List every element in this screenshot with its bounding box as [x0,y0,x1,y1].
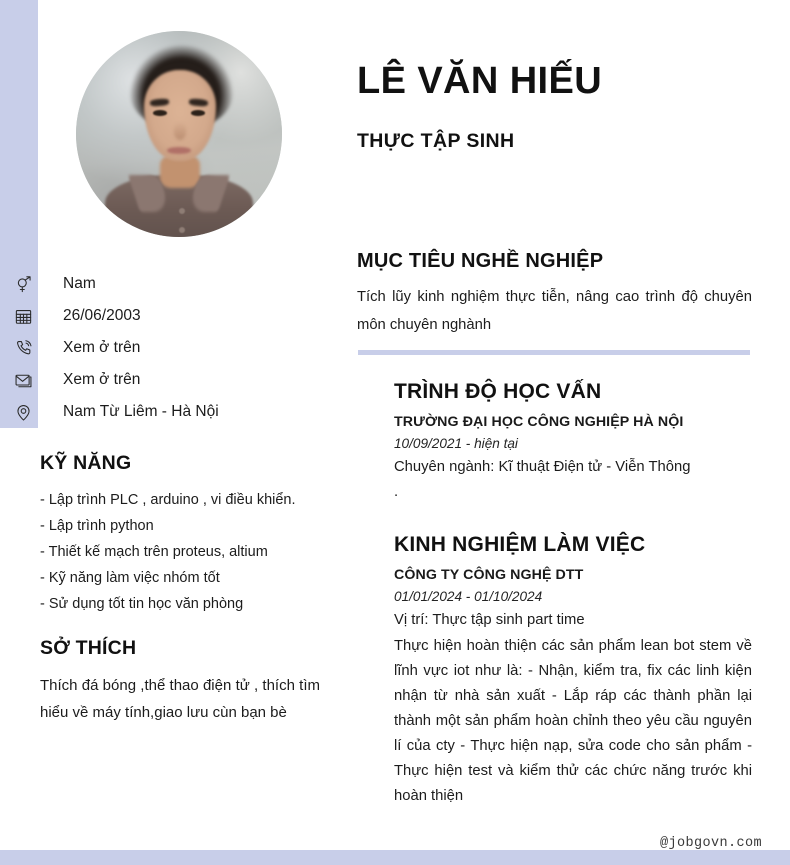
profile-photo [76,31,282,237]
gender-icon [8,272,38,296]
education-note: . [394,484,399,501]
skills-list [40,487,340,617]
education-major: Chuyên ngành: Kĩ thuật Điện tử - Viễn Thông [394,459,691,476]
objective-section-title: MỤC TIÊU NGHỀ NGHIỆP [357,250,604,272]
education-section-title: TRÌNH ĐỘ HỌC VẤN [394,380,602,403]
experience-position: Vị trí: Thực tập sinh part time [394,612,585,629]
calendar-icon [8,304,38,328]
hobbies-text: Thích đá bóng ,thể thao điện tử , thích tìm hiểu về máy tính,giao lưu cùn bạn bè [40,677,320,721]
skill-item: - Lập trình python [40,518,154,534]
photo-eyebrow-right [189,98,208,106]
experience-company-name: CÔNG TY CÔNG NGHỆ DTT [394,567,584,584]
bottom-accent-band [0,850,790,865]
education-date-range: 10/09/2021 - hiện tại [394,436,518,452]
candidate-name: LÊ VĂN HIẾU [357,60,603,102]
hobbies-section-title: SỞ THÍCH [40,637,137,659]
experience-section [394,533,752,809]
contact-row-gender [8,268,338,300]
photo-eye-right [191,110,204,116]
phone-icon [8,336,38,360]
experience-date-range: 01/01/2024 - 01/10/2024 [394,589,543,605]
experience-description: Thực hiện hoàn thiện các sản phẩm lean bot stem về lĩnh vực iot như là: - Nhận, kiểm tra, fix các linh kiện nhận từ nhà sản xuất - Lắp ráp các thành phần lại thành một sản phẩm hoàn chỉnh theo yêu cầu nguyên lí của cty - Thực hiện nạp, sửa code cho sản phẩm - Thực hiện test và kiểm thử các chức năng trước khi hoàn thiện [394,638,752,805]
skill-item: - Kỹ năng làm việc nhóm tốt [40,570,220,586]
contact-value-address: Nam Từ Liêm - Hà Nội [63,403,219,420]
skill-item: - Sử dụng tốt tin học văn phòng [40,596,244,612]
candidate-job-title: THỰC TẬP SINH [357,130,515,152]
skill-item: - Lập trình PLC , arduino , vi điều khiển. [40,492,296,508]
photo-eye-left [153,110,166,116]
skill-item: - Thiết kế mạch trên proteus, altium [40,544,268,560]
contact-value-birthdate: 26/06/2003 [63,307,141,324]
location-icon [8,400,38,424]
contact-value-phone: Xem ở trên [63,339,141,356]
experience-section-title: KINH NGHIỆM LÀM VIỆC [394,533,646,556]
photo-mouth [167,147,192,154]
photo-nose [174,122,186,141]
contact-row-address [8,396,338,428]
objective-text: Tích lũy kinh nghiệm thực tiễn, nâng cao trình độ chuyên môn chuyên nghành [357,289,752,333]
contact-value-gender: Nam [63,275,96,292]
photo-shirt-button-bottom [179,227,185,233]
education-section [394,380,752,505]
contact-row-phone [8,332,338,364]
objective-divider [358,350,750,355]
site-watermark: @jobgovn.com [659,836,762,851]
skills-section-title: KỸ NĂNG [40,452,132,474]
contact-info-list [8,268,338,428]
contact-row-email [8,364,338,396]
contact-value-email: Xem ở trên [63,371,141,388]
education-school-name: TRƯỜNG ĐẠI HỌC CÔNG NGHIỆP HÀ NỘI [394,414,684,431]
email-icon [8,368,38,392]
contact-row-birthdate [8,300,338,332]
